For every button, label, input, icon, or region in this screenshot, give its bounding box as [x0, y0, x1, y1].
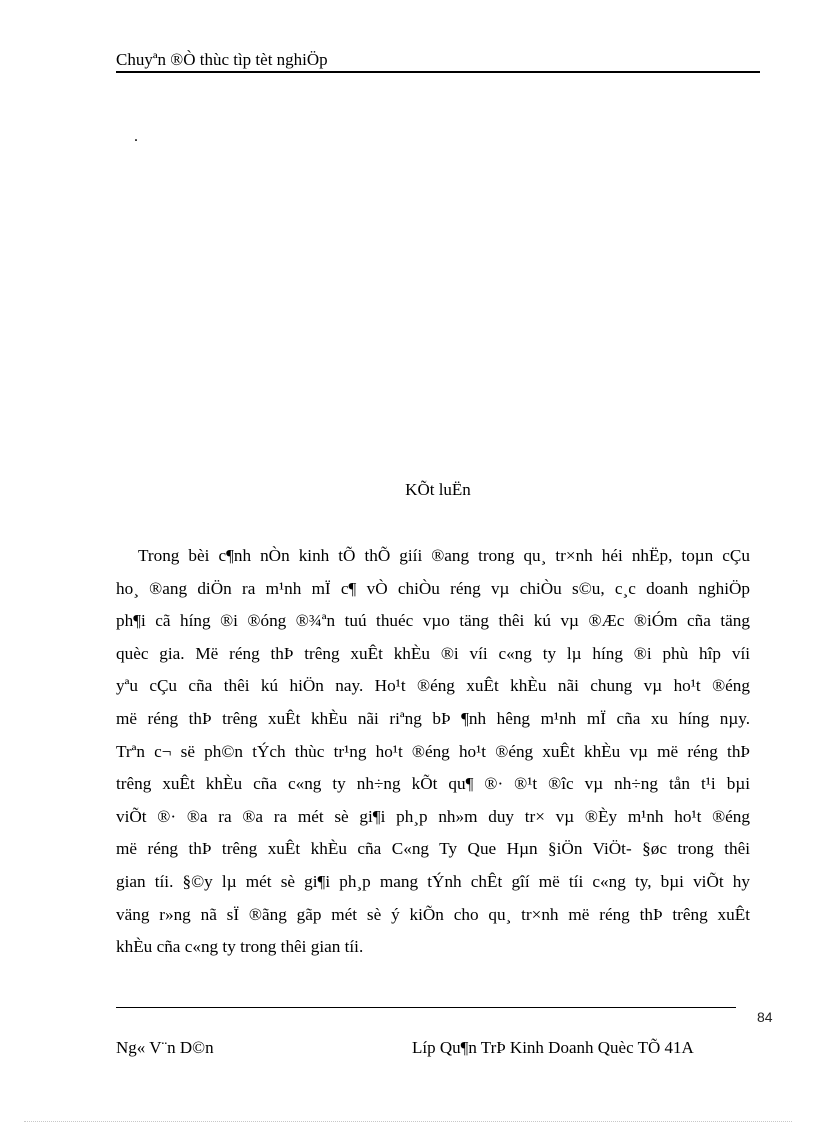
body-line: trêng xuÊt khÈu cña c«ng ty nh÷ng kÕt qu¶ ®· ®¹t ®îc vµ nh÷ng tån t¹i bµi — [116, 774, 750, 794]
running-header-title: Chuyªn ®Ò thùc tìp tèt nghiÖp — [116, 50, 328, 69]
body-line: ho¸ ®ang diÖn ra m¹nh mÏ c¶ vÒ chiÒu réng vµ chiÒu s©u, c¸c doanh nghiÖp — [116, 578, 750, 598]
page-bottom-divider — [24, 1121, 792, 1122]
body-line: viÕt ®· ®a ra ®a ra mét sè gi¶i ph¸p nh»m duy tr× vµ ®Èy m¹nh ho¹t ®éng — [116, 806, 750, 826]
footer-rule — [116, 1007, 736, 1008]
body-line: Trªn c¬ së ph©n tÝch thùc tr¹ng ho¹t ®éng ho¹t ®éng xuÊt khÈu vµ më réng thÞ — [116, 741, 750, 761]
footer-class-info: Líp Qu¶n TrÞ Kinh Doanh Quèc TÕ 41A — [412, 1038, 694, 1057]
header-rule — [116, 71, 760, 73]
body-line-last: khÈu cña c«ng ty trong thêi gian tíi. — [116, 937, 364, 957]
section-title: KÕt luËn — [405, 480, 471, 499]
body-line: quèc gia. Më réng thÞ trêng xuÊt khÈu ®i víi c«ng ty lµ híng ®i phù hîp víi — [116, 643, 750, 663]
body-line: gian tíi. §©y lµ mét sè gi¶i ph¸p mang tÝnh chÊt gîí më tíi c«ng ty, bµi viÕt hy — [116, 871, 750, 891]
body-line: väng r»ng nã sÏ ®ãng gãp mét sè ý kiÕn cho qu¸ tr×nh më réng thÞ trêng xuÊt — [116, 904, 750, 924]
body-line: yªu cÇu cña thêi kú hiÖn nay. Ho¹t ®éng xuÊt khÈu nãi chung vµ ho¹t ®éng — [116, 676, 750, 696]
stray-mark: . — [134, 128, 138, 145]
body-paragraph — [116, 540, 750, 964]
body-line: më réng thÞ trêng xuÊt khÈu cña C«ng Ty Que Hµn §iÖn ViÖt- §øc trong thêi — [116, 839, 750, 859]
footer-author: Ng« V¨n D©n — [116, 1038, 214, 1057]
body-line: Trong bèi c¶nh nÒn kinh tÕ thÕ giíi ®ang trong qu¸ tr×nh héi nhËp, toµn cÇu — [138, 546, 750, 565]
body-line: ph¶i cã híng ®i ®óng ®¾ªn tuú thuéc vµo täng thêi kú vµ ®Æc ®iÓm cña täng — [116, 611, 750, 631]
page-number: 84 — [757, 1009, 773, 1025]
body-line: më réng thÞ trêng xuÊt khÈu nãi riªng bÞ ¶nh hêng m¹nh mÏ cña xu híng nµy. — [116, 708, 750, 728]
